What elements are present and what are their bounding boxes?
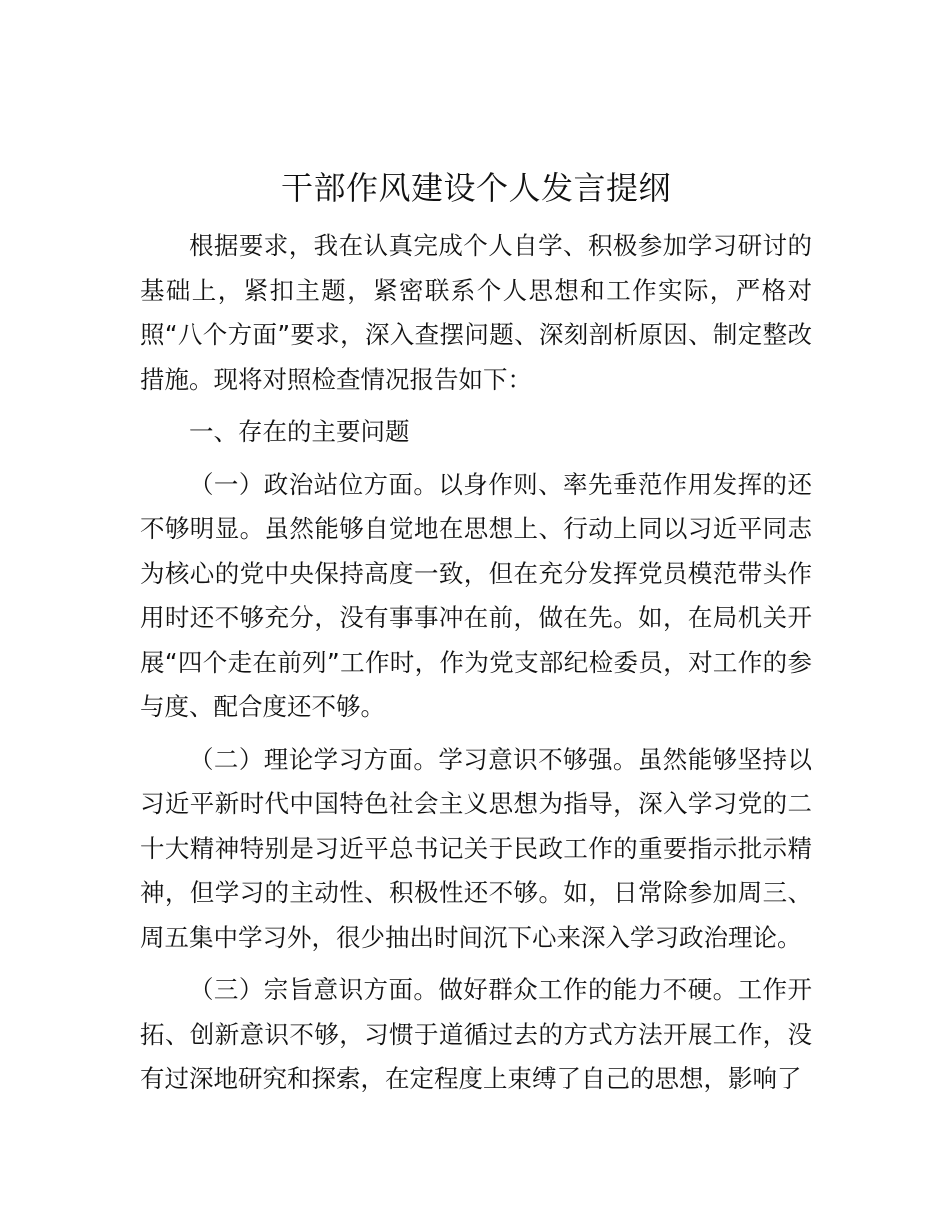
document-title: 干部作风建设个人发言提纲 <box>280 169 671 207</box>
paragraph-theory-study: （二）理论学习方面。学习意识不够强。虽然能够坚持以习近平新时代中国特色社会主义思想为指导，深入学习党的二十大精神特别是习近平总书记关于民政工作的重要指示批示精神，但学习的主动性、积极性还不够。如，日常除参加周三、周五集中学习外，很少抽出时间沉下心来深入学习政治理论。 <box>140 744 812 952</box>
paragraph-purpose-awareness: （三）宗旨意识方面。做好群众工作的能力不硬。工作开拓、创新意识不够，习惯于道循过去的方式方法开展工作，没有过深地研究和探索，在定程度上束缚了自己的思想，影响了 <box>140 975 812 1093</box>
intro-paragraph: 根据要求，我在认真完成个人自学、积极参加学习研讨的基础上，紧扣主题，紧密联系个人思想和工作实际，严格对照“八个方面”要求，深入查摆问题、深刻剖析原因、制定整改措施。现将对照检查情况报告如下： <box>140 231 812 394</box>
section-heading: 一、存在的主要问题 <box>189 417 410 446</box>
document-body <box>140 224 812 1102</box>
paragraph-political-stance: （一）政治站位方面。以身作则、率先垂范作用发挥的还不够明显。虽然能够自觉地在思想上、行动上同以习近平同志为核心的党中央保持高度一致，但在充分发挥党员模范带头作用时还不够充分，没有事事冲在前，做在先。如，在局机关开展“四个走在前列”工作时，作为党支部纪检委员，对工作的参与度、配合度还不够。 <box>140 469 812 721</box>
